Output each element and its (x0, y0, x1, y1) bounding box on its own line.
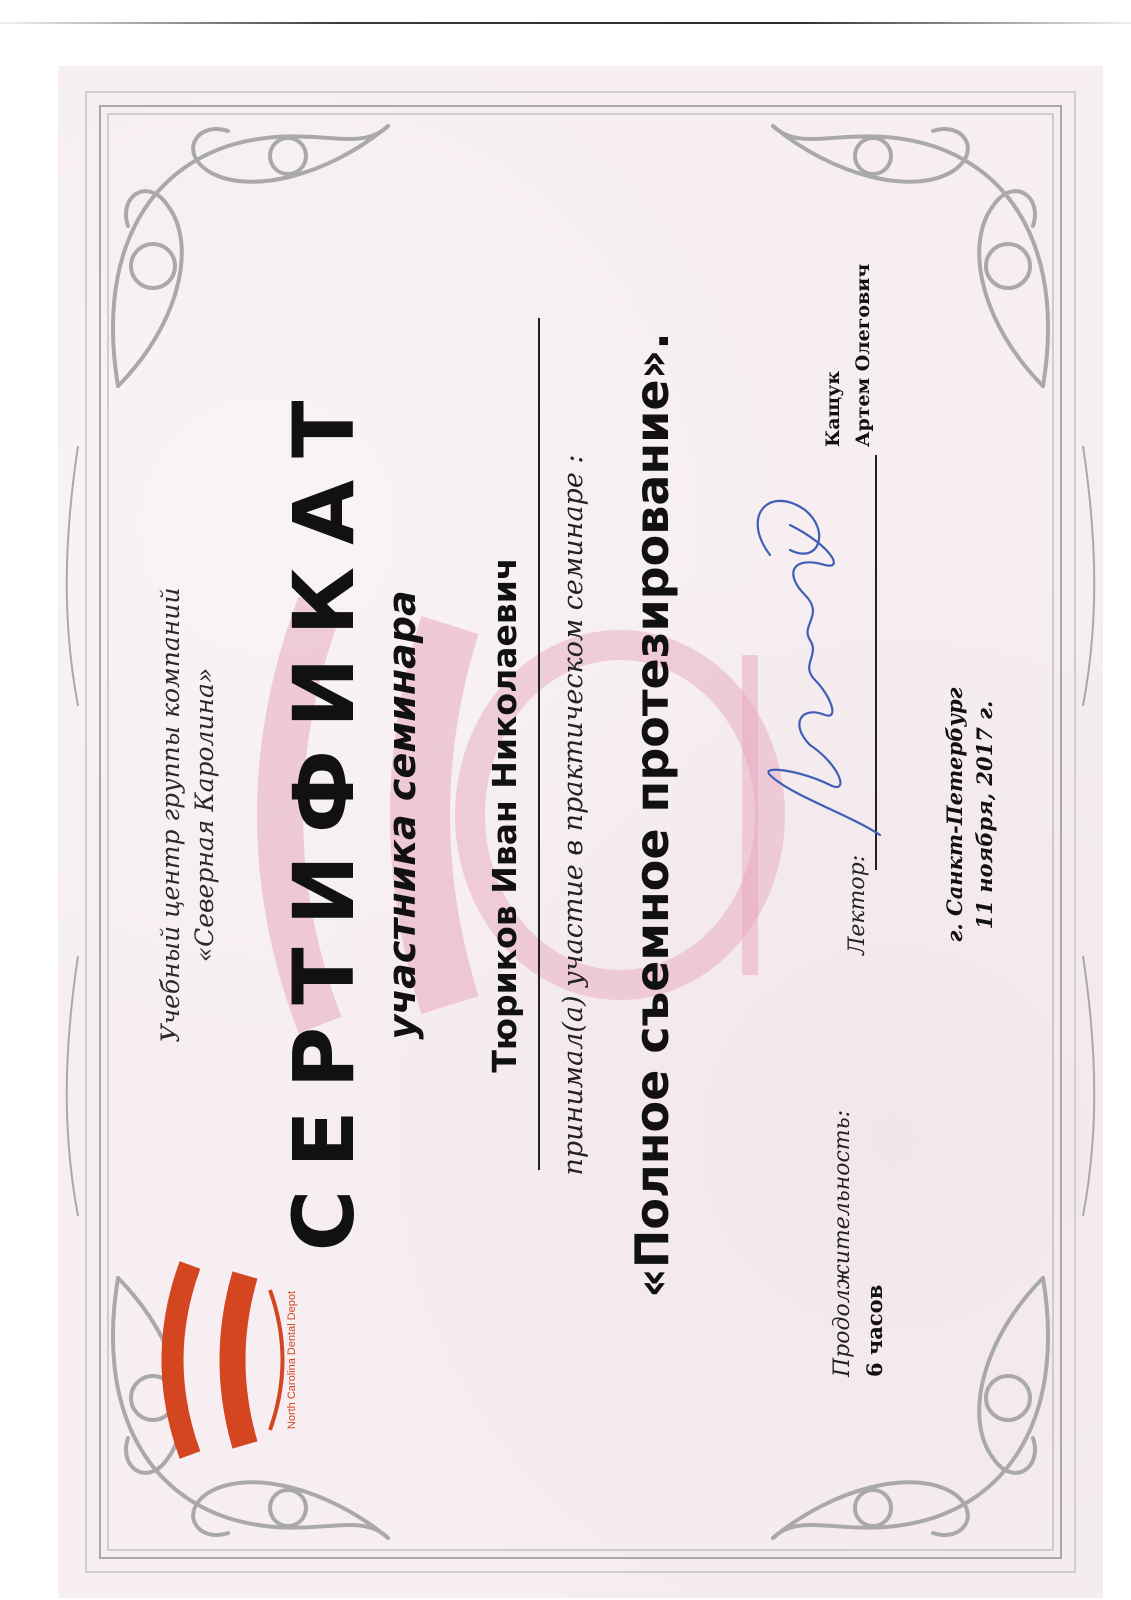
lector-name (818, 264, 878, 447)
organization-line-1: Учебный центр группы компаний (156, 587, 185, 1043)
participation-text: принимал(а) участие в практическом семинаре : (558, 454, 589, 1176)
lector-surname: Кащук (822, 370, 844, 447)
certificate-subtitle: участника семинара (380, 590, 424, 1040)
name-underline (538, 318, 540, 1170)
duration-label: Продолжительность: (830, 1109, 855, 1377)
place-and-date (940, 115, 1000, 1515)
seminar-title: «Полное съемное протезирование». (625, 332, 679, 1298)
lector-label: Лектор: (845, 854, 870, 955)
logo-caption: North Carolina Dental Depot (286, 1290, 298, 1430)
certificate-title: СЕРТИФИКАТ (275, 378, 373, 1252)
lector-given-name: Артем Олегович (852, 263, 874, 447)
participant-name: Тюриков Иван Николаевич (485, 557, 524, 1073)
city: г. Санкт-Петербург (942, 687, 967, 943)
scan-edge (0, 22, 1131, 24)
duration-value: 6 часов (862, 1284, 887, 1377)
lector-signature (730, 475, 900, 855)
date: 11 ноября, 2017 г. (972, 700, 997, 930)
certificate-body (90, 115, 1040, 1515)
organization-line-2: «Северная Каролина» (190, 667, 219, 963)
